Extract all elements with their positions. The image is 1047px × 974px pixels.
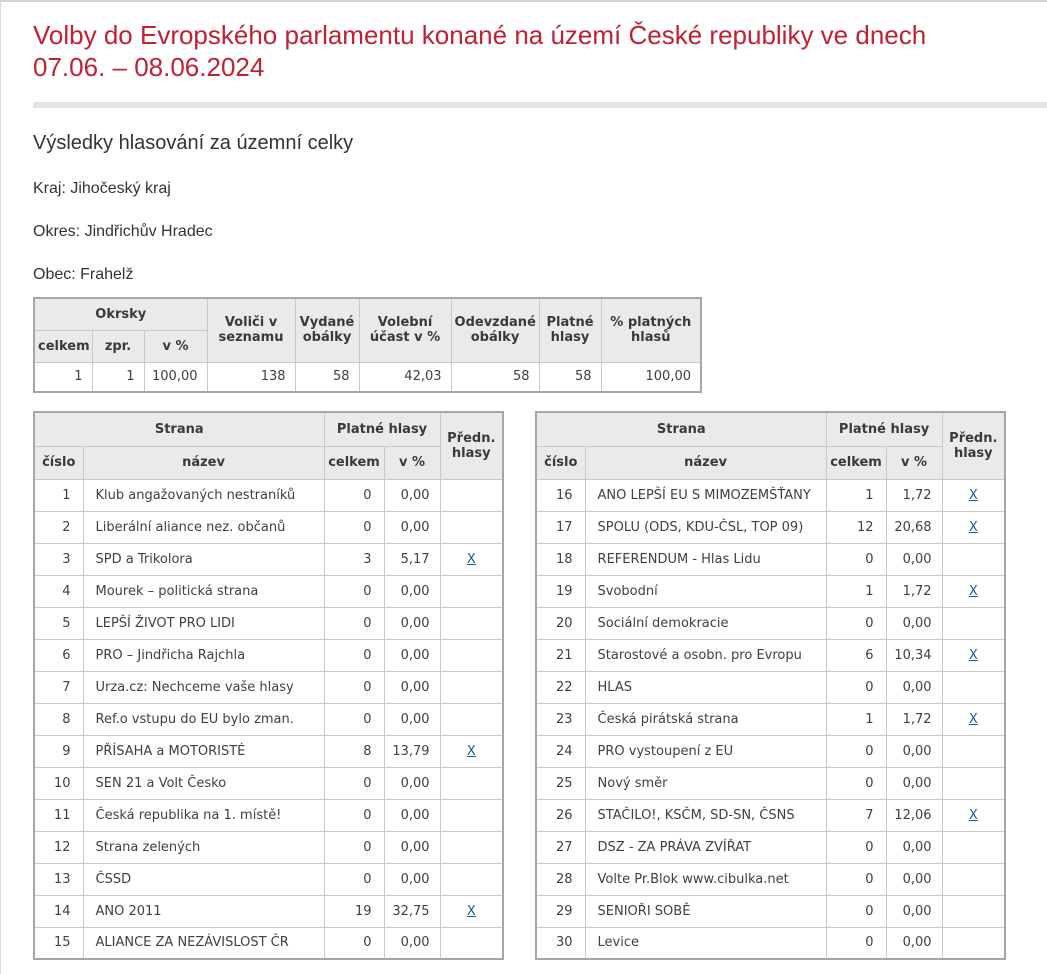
party-row xyxy=(34,639,503,671)
preferential-votes-link[interactable]: X xyxy=(466,743,476,759)
party-row xyxy=(536,511,1005,543)
summary-okrsky-celkem: 1 xyxy=(34,362,92,392)
party-number: 5 xyxy=(34,607,83,639)
preferential-votes-cell xyxy=(942,511,1005,543)
party-number: 29 xyxy=(536,895,585,927)
party-votes-total: 0 xyxy=(826,863,886,895)
party-votes-total: 0 xyxy=(324,639,384,671)
party-header-strana: Strana xyxy=(34,412,324,446)
preferential-votes-cell xyxy=(440,927,503,959)
party-number: 15 xyxy=(34,927,83,959)
preferential-votes-link[interactable]: X xyxy=(968,647,978,663)
party-name: SPOLU (ODS, KDU-ČSL, TOP 09) xyxy=(585,511,826,543)
party-votes-total: 0 xyxy=(324,927,384,959)
party-row xyxy=(34,703,503,735)
party-number: 24 xyxy=(536,735,585,767)
party-votes-pct: 0,00 xyxy=(886,863,942,895)
preferential-votes-cell xyxy=(440,767,503,799)
page-title xyxy=(33,19,1015,83)
party-number: 18 xyxy=(536,543,585,575)
party-votes-pct: 0,00 xyxy=(886,927,942,959)
party-number: 23 xyxy=(536,703,585,735)
preferential-votes-cell xyxy=(942,927,1005,959)
party-row xyxy=(34,671,503,703)
preferential-votes-cell xyxy=(942,607,1005,639)
party-row xyxy=(34,927,503,959)
party-row xyxy=(34,543,503,575)
party-row xyxy=(34,479,503,511)
summary-subheader-zpr: zpr. xyxy=(92,330,144,362)
party-name: Liberální aliance nez. občanů xyxy=(83,511,324,543)
party-number: 28 xyxy=(536,863,585,895)
party-votes-pct: 1,72 xyxy=(886,479,942,511)
party-votes-total: 3 xyxy=(324,543,384,575)
party-row xyxy=(34,767,503,799)
party-votes-total: 0 xyxy=(826,735,886,767)
summary-data-row xyxy=(34,362,701,392)
party-votes-pct: 0,00 xyxy=(384,511,440,543)
preferential-votes-cell xyxy=(942,639,1005,671)
preferential-votes-cell xyxy=(440,543,503,575)
party-name: Ref.o vstupu do EU bylo zman. xyxy=(83,703,324,735)
party-number: 17 xyxy=(536,511,585,543)
summary-header-vydane-obalky: Vydané obálky xyxy=(295,298,359,362)
preferential-votes-cell xyxy=(942,735,1005,767)
party-row xyxy=(34,607,503,639)
region-okres: Okres: Jindřichův Hradec xyxy=(33,223,213,240)
party-row xyxy=(536,607,1005,639)
party-votes-pct: 12,06 xyxy=(886,799,942,831)
party-votes-total: 0 xyxy=(324,511,384,543)
party-name: Volte Pr.Blok www.cibulka.net xyxy=(585,863,826,895)
summary-okrsky-vpct: 100,00 xyxy=(144,362,207,392)
party-number: 30 xyxy=(536,927,585,959)
preferential-votes-cell xyxy=(942,671,1005,703)
party-votes-total: 8 xyxy=(324,735,384,767)
party-header-predn-hlasy: Předn. hlasy xyxy=(440,412,503,479)
party-row xyxy=(536,575,1005,607)
party-number: 27 xyxy=(536,831,585,863)
preferential-votes-cell xyxy=(440,479,503,511)
preferential-votes-cell xyxy=(942,543,1005,575)
party-row xyxy=(34,799,503,831)
preferential-votes-link[interactable]: X xyxy=(466,551,476,567)
party-row xyxy=(34,895,503,927)
party-votes-total: 0 xyxy=(324,575,384,607)
party-votes-total: 0 xyxy=(324,863,384,895)
party-number: 1 xyxy=(34,479,83,511)
party-table-left xyxy=(33,411,504,960)
party-name: HLAS xyxy=(585,671,826,703)
party-votes-pct: 0,00 xyxy=(384,703,440,735)
party-header-vpct: v % xyxy=(886,446,942,479)
party-number: 3 xyxy=(34,543,83,575)
party-name: ČSSD xyxy=(83,863,324,895)
preferential-votes-cell xyxy=(942,863,1005,895)
party-votes-pct: 0,00 xyxy=(384,479,440,511)
party-number: 12 xyxy=(34,831,83,863)
party-row xyxy=(34,831,503,863)
party-votes-pct: 0,00 xyxy=(384,639,440,671)
party-header-nazev: název xyxy=(585,446,826,479)
page-title-line2: 07.06. – 08.06.2024 xyxy=(33,52,265,82)
party-name: Česká republika na 1. místě! xyxy=(83,799,324,831)
party-votes-pct: 0,00 xyxy=(384,671,440,703)
party-header-vpct: v % xyxy=(384,446,440,479)
party-name: Urza.cz: Nechceme vaše hlasy xyxy=(83,671,324,703)
party-votes-total: 0 xyxy=(826,671,886,703)
summary-subheader-celkem: celkem xyxy=(34,330,92,362)
party-votes-pct: 0,00 xyxy=(384,767,440,799)
preferential-votes-link[interactable]: X xyxy=(968,487,978,503)
party-votes-pct: 0,00 xyxy=(384,799,440,831)
preferential-votes-cell xyxy=(942,831,1005,863)
preferential-votes-cell xyxy=(440,831,503,863)
preferential-votes-cell xyxy=(942,767,1005,799)
party-row xyxy=(34,575,503,607)
preferential-votes-link[interactable]: X xyxy=(968,711,978,727)
preferential-votes-cell xyxy=(942,479,1005,511)
party-votes-pct: 0,00 xyxy=(384,575,440,607)
party-votes-total: 0 xyxy=(826,543,886,575)
party-votes-total: 0 xyxy=(324,703,384,735)
preferential-votes-cell xyxy=(440,607,503,639)
party-votes-pct: 20,68 xyxy=(886,511,942,543)
party-votes-total: 1 xyxy=(826,479,886,511)
preferential-votes-cell xyxy=(942,575,1005,607)
preferential-votes-cell xyxy=(440,671,503,703)
party-table-right xyxy=(535,411,1006,960)
party-row xyxy=(536,767,1005,799)
party-name: Česká pirátská strana xyxy=(585,703,826,735)
party-votes-total: 0 xyxy=(826,927,886,959)
party-votes-total: 0 xyxy=(324,671,384,703)
party-votes-pct: 0,00 xyxy=(384,831,440,863)
region-obec: Obec: Frahelž xyxy=(33,266,134,283)
party-votes-pct: 32,75 xyxy=(384,895,440,927)
party-row xyxy=(536,895,1005,927)
party-header-strana: Strana xyxy=(536,412,826,446)
preferential-votes-cell xyxy=(942,895,1005,927)
party-votes-total: 0 xyxy=(826,767,886,799)
summary-pct-platnych: 100,00 xyxy=(601,362,701,392)
preferential-votes-link[interactable]: X xyxy=(968,807,978,823)
party-name: SPD a Trikolora xyxy=(83,543,324,575)
party-votes-pct: 10,34 xyxy=(886,639,942,671)
party-row xyxy=(34,863,503,895)
party-votes-total: 0 xyxy=(324,799,384,831)
party-row xyxy=(536,671,1005,703)
party-row xyxy=(34,735,503,767)
party-row xyxy=(536,831,1005,863)
party-number: 16 xyxy=(536,479,585,511)
summary-header-pct-platnych: % platných hlasů xyxy=(601,298,701,362)
party-votes-total: 0 xyxy=(324,607,384,639)
party-number: 20 xyxy=(536,607,585,639)
party-votes-pct: 0,00 xyxy=(384,863,440,895)
party-header-cislo: číslo xyxy=(536,446,585,479)
party-votes-total: 0 xyxy=(826,607,886,639)
party-name: Strana zelených xyxy=(83,831,324,863)
party-row xyxy=(536,735,1005,767)
party-name: LEPŠÍ ŽIVOT PRO LIDI xyxy=(83,607,324,639)
party-votes-total: 0 xyxy=(324,479,384,511)
party-name: ANO LEPŠÍ EU S MIMOZEMŠŤANY xyxy=(585,479,826,511)
summary-table xyxy=(33,297,702,393)
summary-volebni-ucast: 42,03 xyxy=(359,362,451,392)
party-number: 8 xyxy=(34,703,83,735)
party-votes-pct: 0,00 xyxy=(886,767,942,799)
preferential-votes-link[interactable]: X xyxy=(968,583,978,599)
summary-header-volici: Voliči v seznamu xyxy=(207,298,295,362)
party-number: 14 xyxy=(34,895,83,927)
party-votes-pct: 0,00 xyxy=(886,671,942,703)
party-name: Levice xyxy=(585,927,826,959)
party-number: 4 xyxy=(34,575,83,607)
party-votes-pct: 1,72 xyxy=(886,703,942,735)
preferential-votes-cell xyxy=(440,575,503,607)
party-number: 25 xyxy=(536,767,585,799)
summary-odevzdane-obalky: 58 xyxy=(451,362,539,392)
party-row xyxy=(536,799,1005,831)
party-number: 26 xyxy=(536,799,585,831)
party-name: PRO – Jindřicha Rajchla xyxy=(83,639,324,671)
party-votes-pct: 1,72 xyxy=(886,575,942,607)
region-kraj: Kraj: Jihočeský kraj xyxy=(33,180,171,197)
party-votes-pct: 0,00 xyxy=(384,927,440,959)
preferential-votes-cell xyxy=(440,799,503,831)
party-votes-total: 1 xyxy=(826,703,886,735)
party-name: Klub angažovaných nestraníků xyxy=(83,479,324,511)
summary-header-volebni-ucast: Volební účast v % xyxy=(359,298,451,362)
party-name: PŘÍSAHA a MOTORISTÉ xyxy=(83,735,324,767)
summary-vydane-obalky: 58 xyxy=(295,362,359,392)
party-number: 19 xyxy=(536,575,585,607)
party-row xyxy=(536,479,1005,511)
party-name: ANO 2011 xyxy=(83,895,324,927)
party-name: PRO vystoupení z EU xyxy=(585,735,826,767)
summary-header-platne-hlasy: Platné hlasy xyxy=(539,298,601,362)
party-votes-pct: 0,00 xyxy=(886,735,942,767)
party-header-celkem: celkem xyxy=(324,446,384,479)
party-number: 10 xyxy=(34,767,83,799)
party-votes-total: 19 xyxy=(324,895,384,927)
party-row xyxy=(34,511,503,543)
preferential-votes-cell xyxy=(440,895,503,927)
party-number: 9 xyxy=(34,735,83,767)
party-header-cislo: číslo xyxy=(34,446,83,479)
summary-platne-hlasy: 58 xyxy=(539,362,601,392)
preferential-votes-cell xyxy=(942,703,1005,735)
party-votes-pct: 0,00 xyxy=(886,895,942,927)
party-votes-pct: 0,00 xyxy=(886,831,942,863)
party-tables xyxy=(33,411,1047,960)
party-votes-total: 0 xyxy=(324,767,384,799)
party-votes-total: 12 xyxy=(826,511,886,543)
party-votes-pct: 0,00 xyxy=(886,543,942,575)
page-title-line1: Volby do Evropského parlamentu konané na území České republiky ve dnech xyxy=(33,20,927,50)
summary-header-okrsky: Okrsky xyxy=(34,298,207,330)
party-votes-pct: 0,00 xyxy=(384,607,440,639)
party-number: 6 xyxy=(34,639,83,671)
preferential-votes-cell xyxy=(440,863,503,895)
party-number: 21 xyxy=(536,639,585,671)
party-votes-total: 0 xyxy=(826,895,886,927)
preferential-votes-cell xyxy=(942,799,1005,831)
party-header-celkem: celkem xyxy=(826,446,886,479)
party-number: 7 xyxy=(34,671,83,703)
party-name: Nový směr xyxy=(585,767,826,799)
party-header-nazev: název xyxy=(83,446,324,479)
party-name: Svobodní xyxy=(585,575,826,607)
party-name: REFERENDUM - Hlas Lidu xyxy=(585,543,826,575)
party-name: STAČILO!, KSČM, SD-SN, ČSNS xyxy=(585,799,826,831)
party-header-platne-hlasy: Platné hlasy xyxy=(324,412,440,446)
party-votes-pct: 13,79 xyxy=(384,735,440,767)
party-name: ALIANCE ZA NEZÁVISLOST ČR xyxy=(83,927,324,959)
summary-okrsky-zpr: 1 xyxy=(92,362,144,392)
party-name: SENIOŘI SOBĚ xyxy=(585,895,826,927)
party-votes-total: 0 xyxy=(826,831,886,863)
party-row xyxy=(536,639,1005,671)
party-votes-total: 0 xyxy=(324,831,384,863)
party-votes-total: 6 xyxy=(826,639,886,671)
section-heading: Výsledky hlasování za územní celky xyxy=(33,132,354,154)
summary-subheader-vpct: v % xyxy=(144,330,207,362)
party-name: DSZ - ZA PRÁVA ZVÍŘAT xyxy=(585,831,826,863)
party-votes-total: 1 xyxy=(826,575,886,607)
party-name: Sociální demokracie xyxy=(585,607,826,639)
party-number: 2 xyxy=(34,511,83,543)
party-header-predn-hlasy: Předn. hlasy xyxy=(942,412,1005,479)
preferential-votes-link[interactable]: X xyxy=(466,903,476,919)
party-row xyxy=(536,703,1005,735)
party-number: 11 xyxy=(34,799,83,831)
preferential-votes-link[interactable]: X xyxy=(968,519,978,535)
party-votes-pct: 5,17 xyxy=(384,543,440,575)
preferential-votes-cell xyxy=(440,735,503,767)
party-header-platne-hlasy: Platné hlasy xyxy=(826,412,942,446)
preferential-votes-cell xyxy=(440,639,503,671)
party-name: SEN 21 a Volt Česko xyxy=(83,767,324,799)
party-votes-pct: 0,00 xyxy=(886,607,942,639)
party-name: Mourek – politická strana xyxy=(83,575,324,607)
title-divider xyxy=(33,102,1047,108)
party-name: Starostové a osobn. pro Evropu xyxy=(585,639,826,671)
summary-header-odevzdane-obalky: Odevzdané obálky xyxy=(451,298,539,362)
party-number: 13 xyxy=(34,863,83,895)
preferential-votes-cell xyxy=(440,511,503,543)
party-row xyxy=(536,543,1005,575)
party-votes-total: 7 xyxy=(826,799,886,831)
party-row xyxy=(536,927,1005,959)
party-number: 22 xyxy=(536,671,585,703)
party-row xyxy=(536,863,1005,895)
summary-volici: 138 xyxy=(207,362,295,392)
preferential-votes-cell xyxy=(440,703,503,735)
